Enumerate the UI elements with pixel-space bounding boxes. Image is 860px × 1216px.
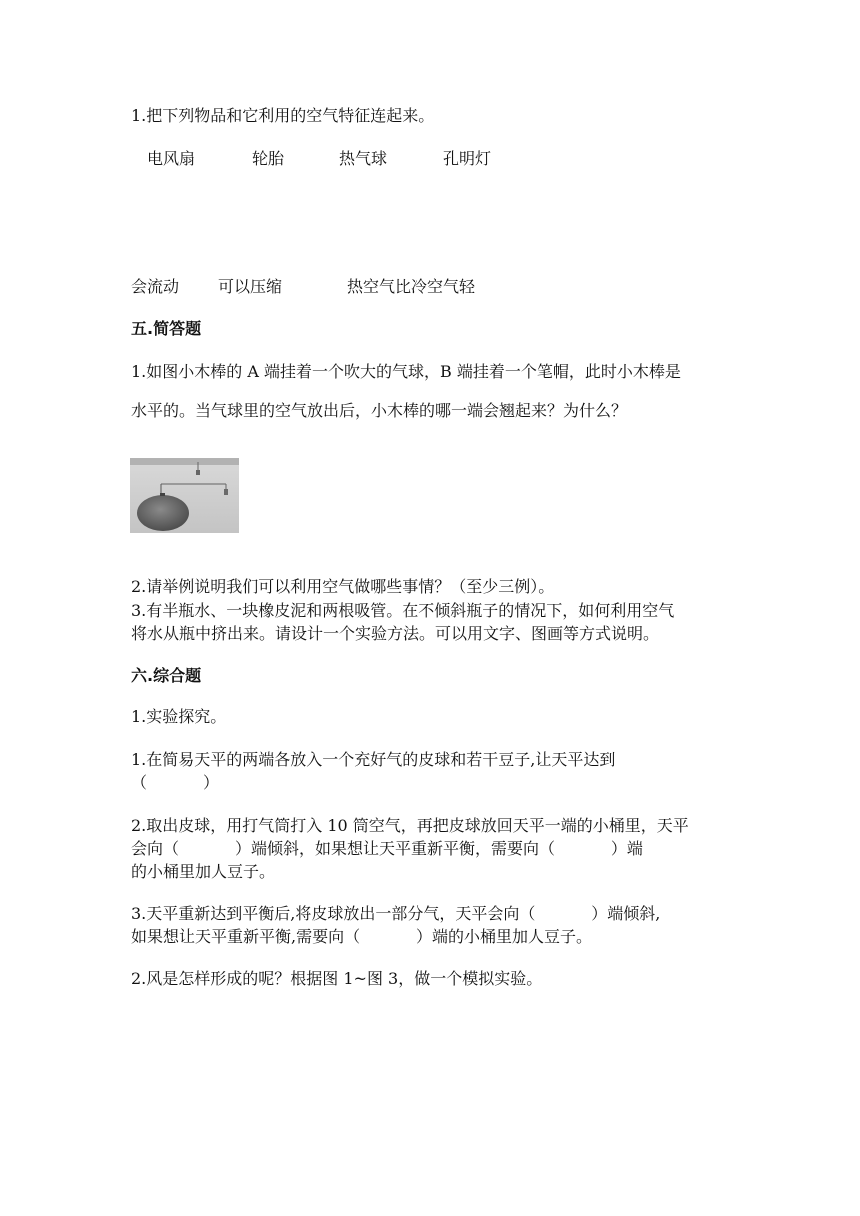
short-answer-q2: 2.请举例说明我们可以利用空气做哪些事情？（至少三例）。 — [131, 577, 555, 596]
feature-flows: 会流动 — [131, 277, 180, 296]
experiment-step2-line3: 的小桶里加人豆子。 — [131, 862, 276, 881]
item-kongming-lantern: 孔明灯 — [443, 149, 492, 168]
experiment-step2-line2: 会向（ ）端倾斜，如果想让天平重新平衡，需要向（ ）端 — [131, 839, 643, 858]
experiment-step1-line2: （ ） — [131, 773, 219, 792]
feature-hot-air-lighter: 热空气比冷空气轻 — [347, 277, 476, 296]
experiment-step1-line1: 1.在简易天平的两端各放入一个充好气的皮球和若干豆子,让天平达到 — [131, 750, 616, 769]
item-hot-air-balloon: 热气球 — [339, 149, 388, 168]
feature-compressible: 可以压缩 — [218, 277, 283, 296]
balloon-stick-figure — [130, 458, 239, 533]
section-heading-short-answer: 五.简答题 — [131, 319, 202, 338]
section-heading-comprehensive: 六.综合题 — [131, 666, 202, 685]
short-answer-q1-line1: 1.如图小木棒的 A 端挂着一个吹大的气球，B 端挂着一个笔帽，此时小木棒是 — [131, 362, 681, 381]
experiment-step3-line2: 如果想让天平重新平衡,需要向（ ）端的小桶里加人豆子。 — [131, 927, 593, 946]
matching-question: 1.把下列物品和它利用的空气特征连起来。 — [131, 106, 435, 125]
item-tire: 轮胎 — [252, 149, 285, 168]
wind-formation-question: 2.风是怎样形成的呢？根据图 1~图 3，做一个模拟实验。 — [131, 969, 543, 988]
experiment-step3-line1: 3.天平重新达到平衡后,将皮球放出一部分气，天平会向（ ）端倾斜, — [131, 904, 661, 923]
item-electric-fan: 电风扇 — [147, 149, 196, 168]
experiment-step2-line1: 2.取出皮球，用打气筒打入 10 筒空气，再把皮球放回天平一端的小桶里，天平 — [131, 816, 689, 835]
short-answer-q3-line2: 将水从瓶中挤出来。请设计一个实验方法。可以用文字、图画等方式说明。 — [131, 624, 660, 643]
short-answer-q1-line2: 水平的。当气球里的空气放出后，小木棒的哪一端会翘起来？为什么？ — [131, 401, 628, 420]
short-answer-q3-line1: 3.有半瓶水、一块橡皮泥和两根吸管。在不倾斜瓶子的情况下，如何利用空气 — [131, 601, 675, 620]
experiment-title: 1.实验探究。 — [131, 707, 227, 726]
